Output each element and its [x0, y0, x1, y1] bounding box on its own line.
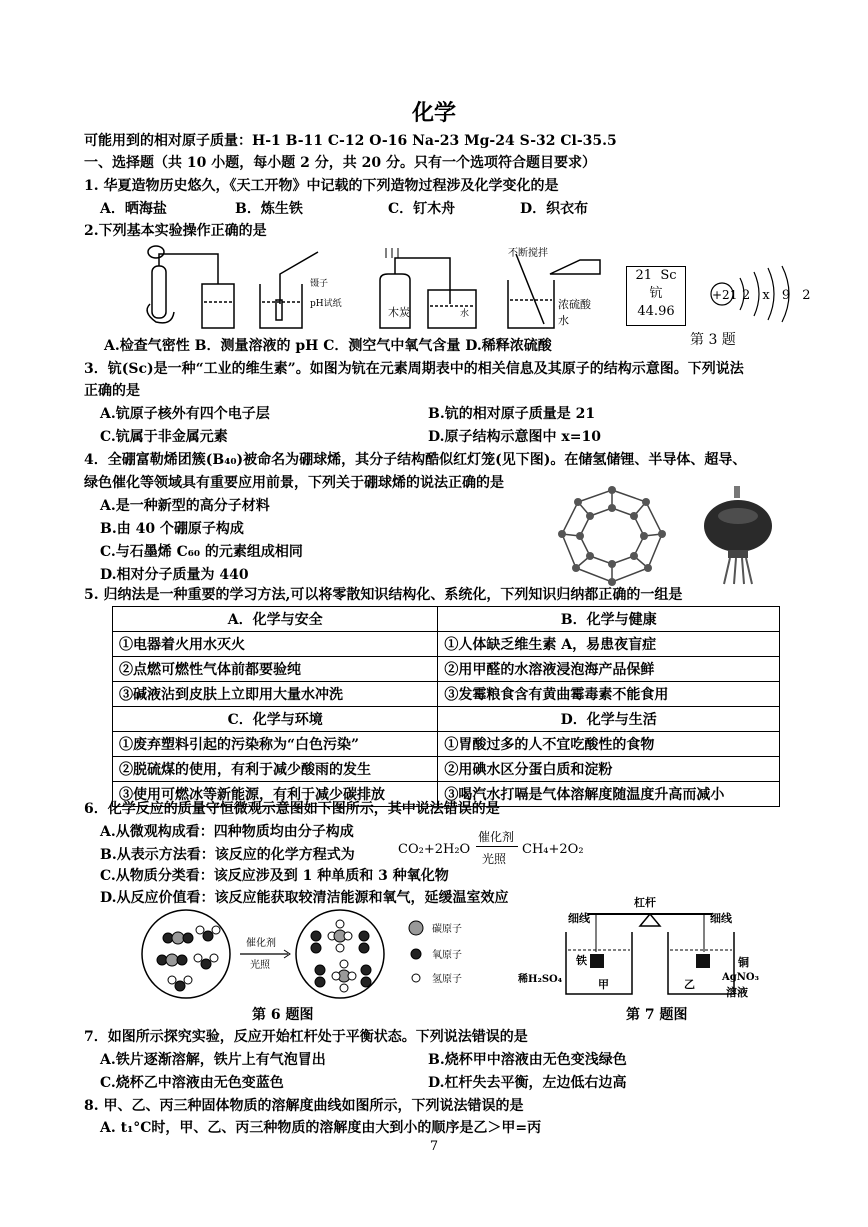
q7-label-jia: 甲	[598, 978, 609, 991]
table-cell: ③使用可燃冰等新能源，有利于减少碳排放	[113, 782, 438, 807]
legend-oxygen: 氧原子	[432, 950, 462, 961]
eq-catalyst: 催化剂	[478, 830, 515, 844]
table-cell: ③发霉粮食含有黄曲霉毒素不能食用	[438, 682, 780, 707]
q5-knowledge-table	[112, 606, 780, 807]
sc-atomic-number: 21	[635, 268, 653, 283]
atomic-mass-line: 可能用到的相对原子质量：H-1 B-11 C-12 O-16 Na-23 Mg-24 S-32 Cl-35.5	[84, 133, 617, 149]
table-cell: D．化学与生活	[438, 707, 780, 732]
table-row	[113, 657, 780, 682]
section-heading: 一、选择题（共 10 小题，每小题 2 分，共 20 分。只有一个选项符合题目要求）	[84, 155, 596, 171]
sc-name: 钪	[649, 286, 663, 301]
table-row	[113, 632, 780, 657]
q3-option-d: D.原子结构示意图中 x=10	[428, 429, 601, 445]
q7-label-agno3: AgNO₃	[722, 972, 759, 983]
table-cell: C．化学与环境	[113, 707, 438, 732]
table-row	[113, 607, 780, 632]
q7-option-d: D.杠杆失去平衡，左边低右边高	[428, 1075, 627, 1091]
q8-stem: 8. 甲、乙、丙三种固体物质的溶解度曲线如图所示，下列说法错误的是	[84, 1098, 524, 1114]
sc-symbol: Sc	[660, 268, 677, 283]
eq-left: CO₂+2H₂O	[398, 842, 471, 857]
q6-option-a: A.从微观构成看：四种物质均由分子构成	[100, 824, 354, 840]
legend-carbon: 碳原子	[432, 924, 462, 935]
fig7-caption: 第 7 题图	[626, 1007, 688, 1023]
q6-option-b: B.从表示方法看：该反应的化学方程式为	[100, 847, 355, 863]
table-cell: B．化学与健康	[438, 607, 780, 632]
atom-shells: 2 x 9 2	[742, 288, 815, 303]
q3-stem-line2: 正确的是	[84, 383, 140, 399]
q7-label-solution: 溶液	[726, 986, 748, 999]
table-cell: ①胃酸过多的人不宜吃酸性的食物	[438, 732, 780, 757]
q4-option-b: B.由 40 个硼原子构成	[100, 521, 244, 537]
sc-mass: 44.96	[637, 304, 675, 319]
red-lantern-photo	[700, 486, 776, 586]
q2-label-ph-paper: pH试纸	[310, 299, 342, 309]
q4-stem-line1: 4．全硼富勒烯团簇(B₄₀)被命名为硼球烯，其分子结构酷似红灯笼(见下图)。在储氢储锂、半导体、超导、	[84, 452, 747, 468]
q3-stem-line1: 3．钪(Sc)是一种“工业的维生素”。如图为钪在元素周期表中的相关信息及其原子的结构示意图。下列说法	[84, 361, 744, 377]
fig3-caption: 第 3 题	[690, 332, 736, 348]
q2-label-stir: 不断搅拌	[508, 248, 548, 259]
q7-option-c: C.烧杯乙中溶液由无色变蓝色	[100, 1075, 284, 1091]
q2-label-acid: 浓硫酸	[558, 298, 591, 311]
table-cell: ②用碘水区分蛋白质和淀粉	[438, 757, 780, 782]
q2-options: A.检查气密性 B．测量溶液的 pH C．测空气中氧气含量 D.稀释浓硫酸	[104, 338, 552, 354]
q6-option-c: C.从物质分类看：该反应涉及到 1 种单质和 3 种氧化物	[100, 868, 449, 884]
q2-label-tweezers: 镊子	[310, 279, 329, 289]
q6-fig-light: 光照	[250, 960, 270, 971]
table-cell: ③碱液沾到皮肤上立即用大量水冲洗	[113, 682, 438, 707]
q6-fig-catalyst: 催化剂	[246, 938, 276, 949]
table-cell: ①人体缺乏维生素 A，易患夜盲症	[438, 632, 780, 657]
q3-option-c: C.钪属于非金属元素	[100, 429, 228, 445]
borospherene-molecule-figure	[556, 484, 668, 588]
q4-option-c: C.与石墨烯 C₆₀ 的元素组成相同	[100, 544, 303, 560]
table-cell: ②用甲醛的水溶液浸泡海产品保鲜	[438, 657, 780, 682]
q7-label-lever: 杠杆	[634, 896, 656, 909]
legend-hydrogen: 氢原子	[432, 974, 462, 985]
table-cell: ②脱硫煤的使用，有利于减少酸雨的发生	[113, 757, 438, 782]
scandium-atom-structure	[704, 262, 815, 326]
fig6-caption: 第 6 题图	[252, 1007, 314, 1023]
q7-option-a: A.铁片逐渐溶解，铁片上有气泡冒出	[100, 1052, 326, 1068]
q3-option-a: A.钪原子核外有四个电子层	[100, 406, 270, 422]
table-row	[113, 757, 780, 782]
q2-label-water: 水	[460, 309, 470, 319]
table-row	[113, 707, 780, 732]
q1-option-a: A．晒海盐	[100, 201, 167, 217]
table-cell: ③喝汽水打嗝是气体溶解度随温度升高而减小	[438, 782, 780, 807]
q5-stem: 5. 归纳法是一种重要的学习方法,可以将零散知识结构化、系统化，下列知识归纳都正确的一组是	[84, 587, 683, 603]
page-number: 7	[429, 1139, 439, 1154]
q7-label-copper: 铜	[738, 956, 749, 969]
table-row	[113, 732, 780, 757]
scandium-element-box	[626, 266, 686, 326]
eq-light: 光照	[482, 852, 507, 866]
table-cell: A．化学与安全	[113, 607, 438, 632]
table-cell: ②点燃可燃性气体前都要验纯	[113, 657, 438, 682]
q3-option-b: B.钪的相对原子质量是 21	[428, 406, 596, 422]
q4-stem-line2: 绿色催化等领域具有重要应用前景，下列关于硼球烯的说法正确的是	[84, 475, 504, 491]
q1-option-c: C．钉木舟	[388, 201, 456, 217]
q2-apparatus-figure	[130, 244, 610, 336]
q7-stem: 7．如图所示探究实验，反应开始杠杆处于平衡状态。下列说法错误的是	[84, 1029, 528, 1045]
q1-stem: 1. 华夏造物历史悠久，《天工开物》中记载的下列造物过程涉及化学变化的是	[84, 178, 559, 194]
q7-label-acid: 稀H₂SO₄	[518, 974, 563, 985]
q2-stem: 2.下列基本实验操作正确的是	[84, 223, 267, 239]
table-cell: ①电器着火用水灭火	[113, 632, 438, 657]
q7-label-yi: 乙	[684, 978, 695, 991]
table-row	[113, 682, 780, 707]
q7-lever-figure	[512, 896, 772, 1004]
q2-label-charcoal: 木炭	[388, 306, 410, 319]
atom-nucleus: +21	[712, 288, 738, 302]
q7-label-string-right: 细线	[710, 912, 732, 925]
q6-stem: 6．化学反应的质量守恒微观示意图如下图所示，其中说法错误的是	[84, 801, 500, 817]
table-cell: ①废弃塑料引起的污染称为“白色污染”	[113, 732, 438, 757]
q4-option-a: A.是一种新型的高分子材料	[100, 498, 270, 514]
eq-right: CH₄+2O₂	[522, 842, 584, 857]
q7-option-b: B.烧杯甲中溶液由无色变浅绿色	[428, 1052, 627, 1068]
q6-option-d: D.从反应价值看：该反应能获取较清洁能源和氧气，延缓温室效应	[100, 890, 509, 906]
q6-micro-diagram	[140, 908, 520, 1000]
q7-label-iron: 铁	[576, 954, 587, 967]
q8-option-a: A. t₁°C时，甲、乙、丙三种物质的溶解度由大到小的顺序是乙＞甲=丙	[100, 1120, 542, 1136]
q2-label-water2: 水	[558, 314, 569, 327]
q4-option-d: D.相对分子质量为 440	[100, 567, 249, 583]
page-title: 化学	[411, 100, 456, 126]
q1-option-b: B．炼生铁	[235, 201, 303, 217]
q7-label-string-left: 细线	[568, 912, 590, 925]
q1-option-d: D．织衣布	[520, 201, 589, 217]
